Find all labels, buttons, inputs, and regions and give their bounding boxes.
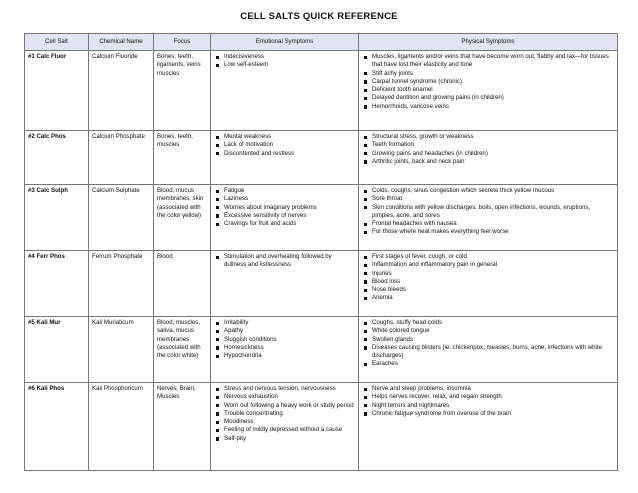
emotional-symptom-item: Feeling of mildly depressed without a cause — [214, 426, 355, 434]
focus-text: Blood — [154, 251, 211, 317]
chemical-name: Calcium Fluoride — [89, 51, 154, 131]
focus-text: Blood, muscles, saliva, mucus membranes (associated with the color white) — [154, 317, 211, 383]
physical-symptoms-cell — [359, 251, 618, 317]
physical-symptoms-cell — [359, 317, 618, 383]
physical-symptom-item: Teeth formation — [362, 141, 614, 149]
physical-symptoms-cell — [359, 51, 618, 131]
physical-symptom-item: Swollen glands — [362, 336, 614, 344]
physical-symptom-item: Arthritic joints, back and neck pain — [362, 158, 614, 166]
physical-symptom-item: Inflammation and inflammatory pain in general — [362, 261, 614, 269]
cell-salt-name: #4 Ferr Phos — [25, 251, 89, 317]
emotional-symptom-item: Hypochondria — [214, 352, 355, 360]
physical-symptom-list — [362, 319, 614, 369]
chemical-name: Kali Phosphoricum — [89, 383, 154, 471]
table-row — [25, 185, 618, 251]
table-row — [25, 317, 618, 383]
chemical-name: Calcium Sulphate — [89, 185, 154, 251]
page-title: CELL SALTS QUICK REFERENCE — [240, 11, 398, 22]
physical-symptom-item: Sore throat — [362, 195, 614, 203]
physical-symptoms-cell — [359, 131, 618, 185]
physical-symptom-list — [362, 53, 614, 111]
physical-symptom-item: Structural stress, growth or weakness — [362, 133, 614, 141]
emotional-symptom-item: Apathy — [214, 327, 355, 335]
focus-text: Bones, teeth, muscles — [154, 131, 211, 185]
header-row — [25, 34, 618, 51]
physical-symptom-item: White colored tongue — [362, 327, 614, 335]
physical-symptom-item: Nose bleeds — [362, 286, 614, 294]
physical-symptom-item: Muscles, ligaments and/or veins that have become worn out, flabby and lax—for tissues that have lost their elasticity and tone — [362, 53, 614, 70]
physical-symptom-list — [362, 385, 614, 418]
physical-symptom-item: For those where heat makes everything feel worse — [362, 228, 614, 236]
focus-text: Bones, teeth, ligaments, veins muscles — [154, 51, 211, 131]
emotional-symptom-item: Trouble concentrating — [214, 410, 355, 418]
physical-symptom-item: Helps nerves recover, relax, and regain strength — [362, 393, 614, 401]
header-physical-symptoms: Physical Symptoms — [359, 34, 618, 51]
emotional-symptom-item: Laziness — [214, 195, 355, 203]
emotional-symptom-list — [214, 385, 355, 443]
emotional-symptom-list — [214, 187, 355, 228]
cell-salt-name: #3 Calc Sulph — [25, 185, 89, 251]
emotional-symptom-item: Irritability — [214, 319, 355, 327]
emotional-symptoms-cell — [211, 383, 359, 471]
physical-symptom-list — [362, 133, 614, 166]
physical-symptom-item: Night terrors and nightmares — [362, 402, 614, 410]
reference-table — [24, 33, 618, 471]
physical-symptom-list — [362, 187, 614, 237]
physical-symptom-item: First stages of fever, cough, or cold — [362, 253, 614, 261]
physical-symptom-item: Skin conditions with yellow discharges: boils, open infections, wounds, eruptions, pimples, acne, and sores — [362, 204, 614, 221]
chemical-name: Kali Muriaticum — [89, 317, 154, 383]
physical-symptoms-cell — [359, 185, 618, 251]
physical-symptom-item: Coughs, stuffy head colds — [362, 319, 614, 327]
physical-symptom-item: Carpal tunnel syndrome (chronic) — [362, 78, 614, 86]
table-row — [25, 383, 618, 471]
emotional-symptom-item: Worn out following a heavy work or study period — [214, 402, 355, 410]
emotional-symptom-list — [214, 133, 355, 158]
emotional-symptom-item: Discontented and restless — [214, 150, 355, 158]
physical-symptom-item: Earaches — [362, 360, 614, 368]
emotional-symptoms-cell — [211, 317, 359, 383]
emotional-symptom-item: Cravings for fruit and acids — [214, 220, 355, 228]
emotional-symptom-item: Excessive sensitivity of nerves — [214, 212, 355, 220]
emotional-symptoms-cell — [211, 185, 359, 251]
header-focus: Focus — [154, 34, 211, 51]
emotional-symptom-item: Sluggish conditions — [214, 336, 355, 344]
physical-symptom-item: Injuries — [362, 270, 614, 278]
emotional-symptom-item: Nervous exhaustion — [214, 393, 355, 401]
cell-salt-name: #5 Kali Mur — [25, 317, 89, 383]
physical-symptom-item: Anemia — [362, 294, 614, 302]
physical-symptoms-cell — [359, 383, 618, 471]
emotional-symptom-list — [214, 53, 355, 70]
emotional-symptom-item: Stress and nervous tension, nervousness — [214, 385, 355, 393]
emotional-symptom-item: Lack of motivation — [214, 141, 355, 149]
physical-symptom-item: Hemorrhoids, varicose veins — [362, 103, 614, 111]
emotional-symptom-item: Moodiness — [214, 418, 355, 426]
emotional-symptom-item: Stimulation and overheating followed by dullness and listlessness — [214, 253, 355, 270]
table-body — [25, 51, 618, 471]
physical-symptom-item: Blood loss — [362, 278, 614, 286]
physical-symptom-list — [362, 253, 614, 303]
chemical-name: Ferrum Phosphate — [89, 251, 154, 317]
emotional-symptom-list — [214, 319, 355, 360]
emotional-symptom-item: Homesickness — [214, 344, 355, 352]
physical-symptom-item: Delayed dentition and growing pains (in children) — [362, 94, 614, 102]
emotional-symptom-item: Fatigue — [214, 187, 355, 195]
physical-symptom-item: Chronic fatigue syndrome from overuse of the brain — [362, 410, 614, 418]
emotional-symptom-item: Low self-esteem — [214, 61, 355, 69]
table-row — [25, 51, 618, 131]
focus-text: Blood, mucus membranes, skin (associated with the color yellow) — [154, 185, 211, 251]
emotional-symptom-item: Self-pity — [214, 435, 355, 443]
emotional-symptom-list — [214, 253, 355, 270]
header-chemical-name: Chemical Name — [89, 34, 154, 51]
physical-symptom-item: Stiff achy joints — [362, 70, 614, 78]
cell-salt-name: #2 Calc Phos — [25, 131, 89, 185]
emotional-symptom-item: Indecisiveness — [214, 53, 355, 61]
focus-text: Nerves, Brain, Muscles — [154, 383, 211, 471]
table-row — [25, 131, 618, 185]
header-emotional-symptoms: Emotional Symptoms — [211, 34, 359, 51]
physical-symptom-item: Frontal headaches with nausea — [362, 220, 614, 228]
emotional-symptom-item: Worries about imaginary problems — [214, 204, 355, 212]
chemical-name: Calcium Phosphate — [89, 131, 154, 185]
physical-symptom-item: Nerve and sleep problems, insomnia — [362, 385, 614, 393]
emotional-symptom-item: Mental weakness — [214, 133, 355, 141]
physical-symptom-item: Deficient tooth enamel — [362, 86, 614, 94]
physical-symptom-item: Diseases causing blisters (ie: chickenpox, measles, burns, acne, infections with white discharges) — [362, 344, 614, 361]
emotional-symptoms-cell — [211, 131, 359, 185]
cell-salt-name: #6 Kali Phos — [25, 383, 89, 471]
header-cell-salt: Cell Salt — [25, 34, 89, 51]
emotional-symptoms-cell — [211, 51, 359, 131]
physical-symptom-item: Colds, coughs, sinus congestion which secrete thick yellow mucous — [362, 187, 614, 195]
table-row — [25, 251, 618, 317]
table-header — [25, 34, 618, 51]
emotional-symptoms-cell — [211, 251, 359, 317]
cell-salt-name: #1 Calc Fluor — [25, 51, 89, 131]
physical-symptom-item: Growing pains and headaches (in children) — [362, 150, 614, 158]
